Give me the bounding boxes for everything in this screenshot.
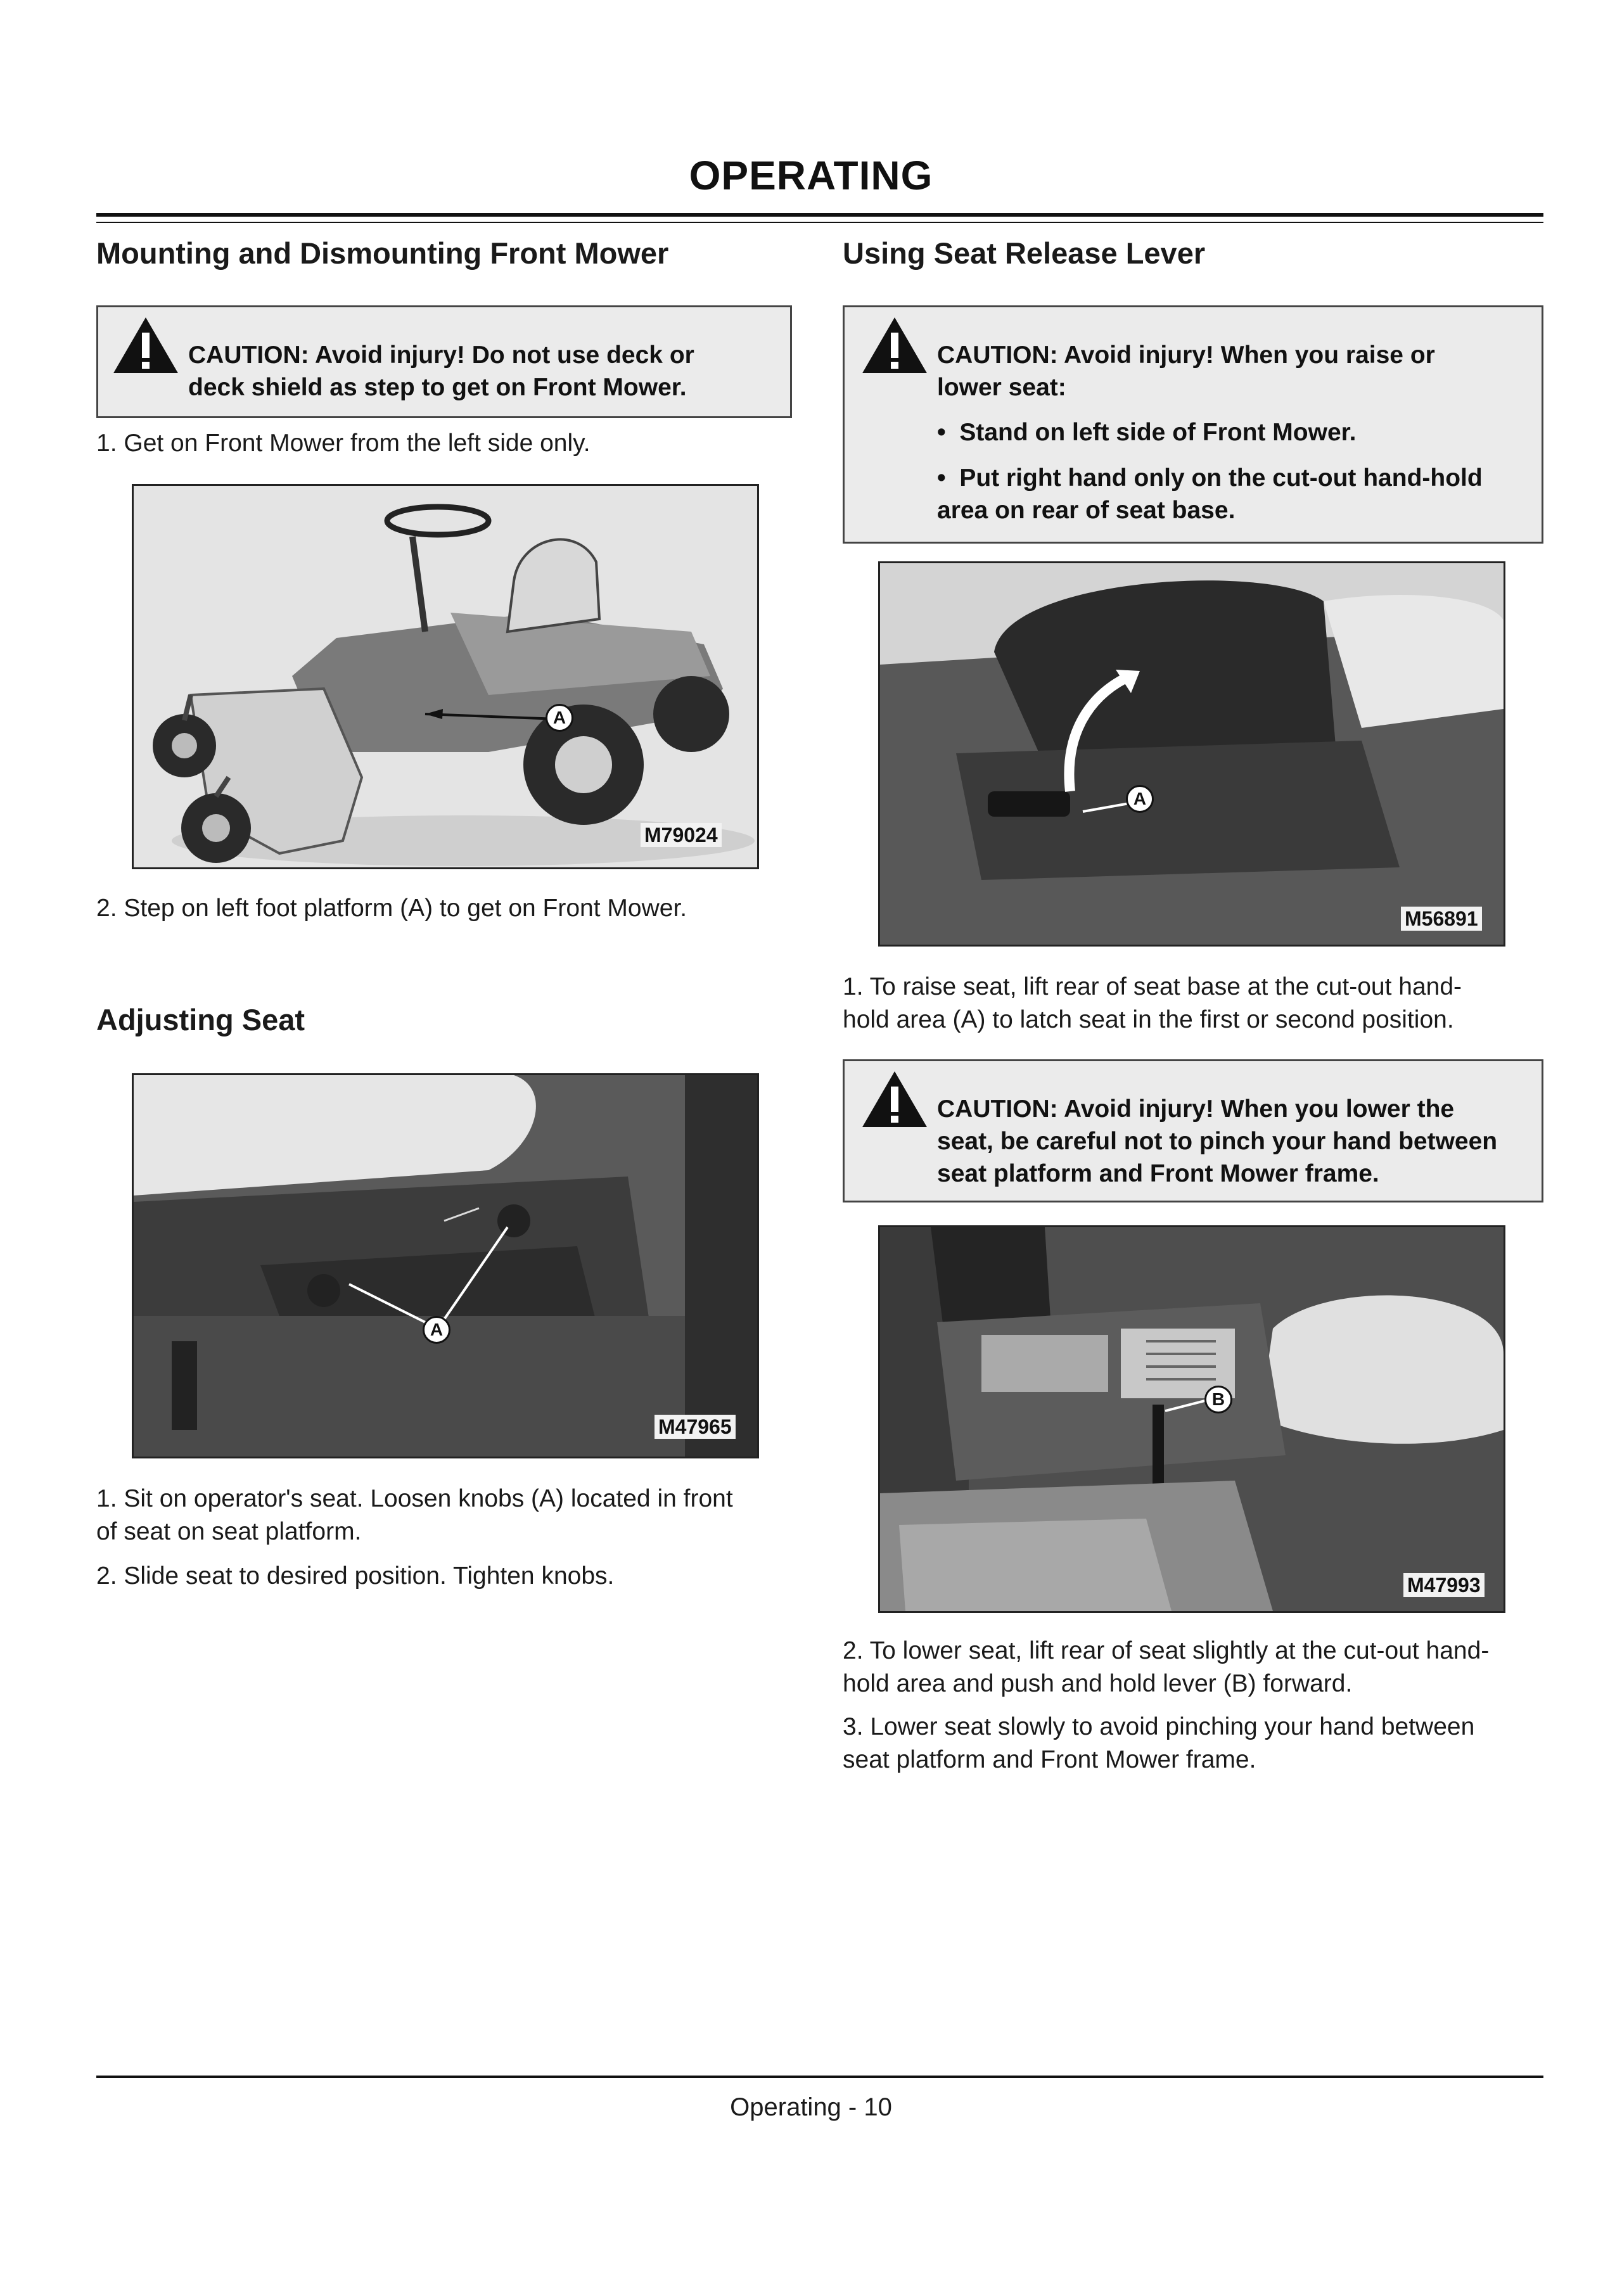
release-step-3: 3. Lower seat slowly to avoid pinching your hand between seat platform and Front Mower frame. [843, 1713, 1475, 1773]
header-rule [96, 213, 1543, 217]
figure-seat-lever [878, 1225, 1505, 1613]
adjusting-step-1: 1. Sit on operator's seat. Loosen knobs (A) located in front of seat on seat platform. [96, 1485, 733, 1545]
mounting-step-1: 1. Get on Front Mower from the left side only. [96, 430, 591, 457]
caution-box-raise-seat [843, 305, 1543, 544]
callout-a: A [1126, 785, 1154, 813]
callout-b: B [1204, 1386, 1232, 1413]
figure-id-label: M47965 [655, 1415, 736, 1439]
figure-seat-knobs [132, 1073, 759, 1458]
figure-front-mower [132, 484, 759, 869]
figure-seat-release [878, 561, 1505, 947]
page-footer: Operating - 10 [730, 2093, 892, 2121]
caution-text-lower: CAUTION: Avoid injury! When you lower the seat, be careful not to pinch your hand between seat platform and Front Mower frame. [937, 1095, 1498, 1187]
callout-a: A [546, 704, 573, 732]
mounting-step-2: 2. Step on left foot platform (A) to get on Front Mower. [96, 895, 687, 922]
caution-bullet-1: • Stand on left side of Front Mower. [937, 419, 1357, 446]
warning-triangle-icon [860, 315, 929, 376]
front-mower-illustration [134, 486, 757, 867]
warning-triangle-icon [860, 1069, 929, 1130]
figure-id-label: M56891 [1401, 907, 1482, 931]
caution-text-raise: CAUTION: Avoid injury! When you raise or lower seat: [937, 341, 1435, 401]
warning-triangle-icon [111, 315, 181, 376]
caution-bullet-2: • Put right hand only on the cut-out hand-hold [937, 464, 1483, 492]
heading-seat-release-lever: Using Seat Release Lever [843, 236, 1206, 270]
caution-box-lower-seat [843, 1059, 1543, 1202]
seat-release-illustration [880, 563, 1504, 945]
header-rule-thin [96, 222, 1543, 223]
seat-lever-illustration [880, 1227, 1504, 1611]
heading-adjusting-seat: Adjusting Seat [96, 1003, 305, 1036]
caution-text-mounting: CAUTION: Avoid injury! Do not use deck or deck shield as step to get on Front Mower. [188, 341, 694, 401]
callout-a: A [423, 1316, 450, 1344]
caution-box-mounting [96, 305, 792, 418]
release-step-1: 1. To raise seat, lift rear of seat base at the cut-out hand- hold area (A) to latch seat in the first or second position. [843, 973, 1462, 1033]
release-step-2: 2. To lower seat, lift rear of seat slightly at the cut-out hand- hold area and push and hold lever (B) forward. [843, 1637, 1490, 1697]
figure-id-label: M47993 [1403, 1573, 1485, 1597]
footer-rule [96, 2076, 1543, 2078]
adjusting-step-2: 2. Slide seat to desired position. Tighten knobs. [96, 1562, 615, 1590]
caution-bullet-2-cont: area on rear of seat base. [937, 497, 1236, 524]
page-title: OPERATING [689, 153, 933, 198]
seat-knobs-illustration [134, 1075, 757, 1457]
heading-mounting: Mounting and Dismounting Front Mower [96, 236, 669, 270]
figure-id-label: M79024 [641, 823, 722, 847]
